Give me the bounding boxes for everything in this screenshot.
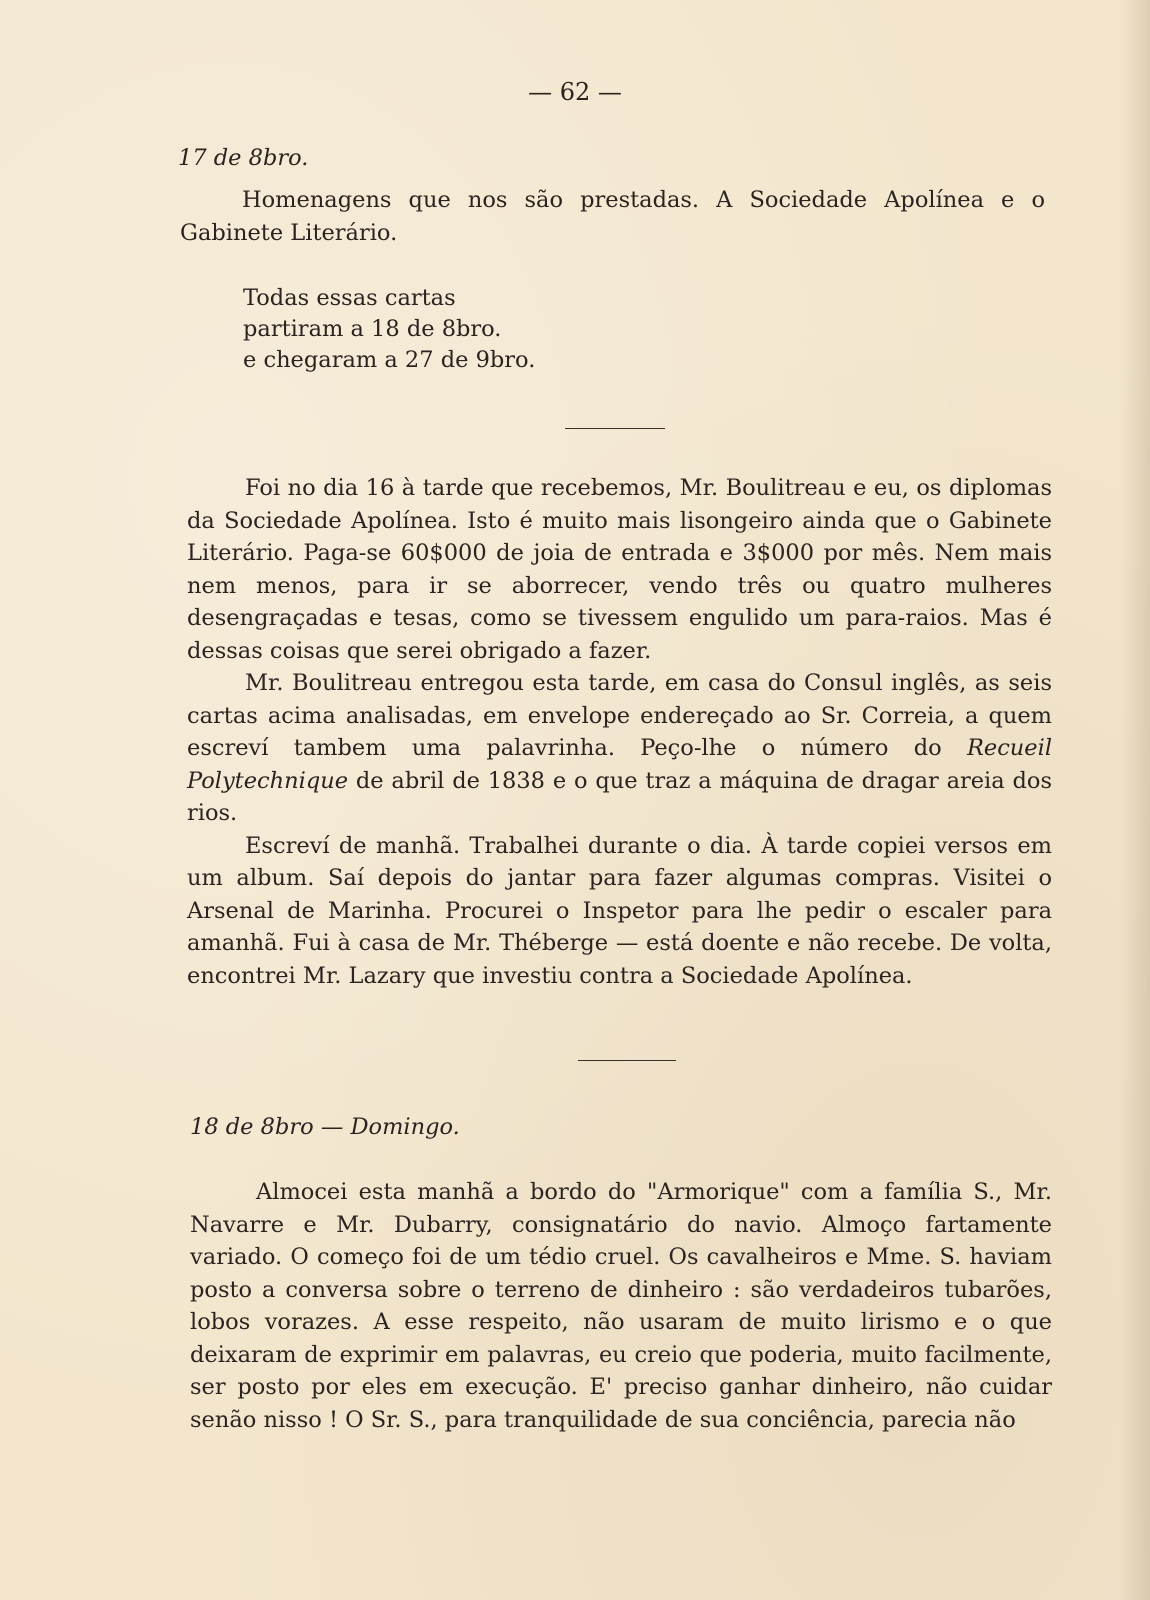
entry-body: [190, 1176, 1052, 1436]
entry-date-heading: 18 de 8bro — Domingo.: [190, 1114, 460, 1140]
paragraph-text: de abril de 1838 e o que traz a máquina de dragar areia dos rios.: [187, 767, 1052, 826]
verse-block: [243, 283, 535, 376]
page-number: — 62 —: [528, 78, 622, 106]
section-divider: [578, 1060, 676, 1061]
page-edge-shadow: [1120, 0, 1150, 1600]
paragraph: Homenagens que nos são prestadas. A Sociedade Apolínea e o Gabinete Literário.: [180, 187, 1045, 246]
publication-title: Recueil Polytechnique: [187, 735, 1053, 794]
verse-line: e chegaram a 27 de 9bro.: [243, 347, 536, 373]
entry-paragraph: [180, 184, 1045, 249]
entry-body: [187, 472, 1052, 992]
section-divider: [565, 428, 665, 429]
entry-date-heading: 17 de 8bro.: [178, 145, 309, 171]
paragraph: Foi no dia 16 à tarde que recebemos, Mr. Boulitreau e eu, os diplomas da Sociedade Apolínea. Isto é muito mais lisongeiro ainda que o Gabinete Literário. Paga-se 60$000 de joia de entrada e 3$000 por mês. Nem mais nem menos, para ir se aborrecer, vendo três ou quatro mulheres desengraçadas e tesas, como se tivessem engulido um para-raios. Mas é dessas coisas que serei obrigado a fazer.: [187, 475, 1052, 664]
paragraph: Escreví de manhã. Trabalhei durante o dia. À tarde copiei versos em um album. Saí depois do jantar para fazer algumas compras. Visitei o Arsenal de Marinha. Procurei o Inspetor para lhe pedir o escaler para amanhã. Fui à casa de Mr. Théberge — está doente e não recebe. De volta, encontrei Mr. Lazary que investiu contra a Sociedade Apolínea.: [187, 832, 1052, 989]
paragraph-text: Mr. Boulitreau entregou esta tarde, em casa do Consul inglês, as seis cartas acima analisadas, em envelope endereçado ao Sr. Correia, a quem escreví tambem uma palavrinha. Peço-lhe o número do: [187, 670, 1052, 761]
verse-line: partiram a 18 de 8bro.: [243, 316, 502, 342]
paragraph: Almocei esta manhã a bordo do "Armorique" com a família S., Mr. Navarre e Mr. Dubarry, consignatário do navio. Almoço fartamente variado. O começo foi de um tédio cruel. Os cavalheiros e Mme. S. haviam posto a conversa sobre o terreno de dinheiro : são verdadeiros tubarões, lobos vorazes. A esse respeito, não usaram de muito lirismo e o que deixaram de exprimir em palavras, eu creio que poderia, muito facilmente, ser posto por eles em execução. E' preciso ganhar dinheiro, não cuidar senão nisso ! O Sr. S., para tranquilidade de sua conciência, parecia não: [190, 1179, 1052, 1433]
paragraph: [187, 667, 1052, 830]
verse-line: Todas essas cartas: [243, 285, 456, 311]
